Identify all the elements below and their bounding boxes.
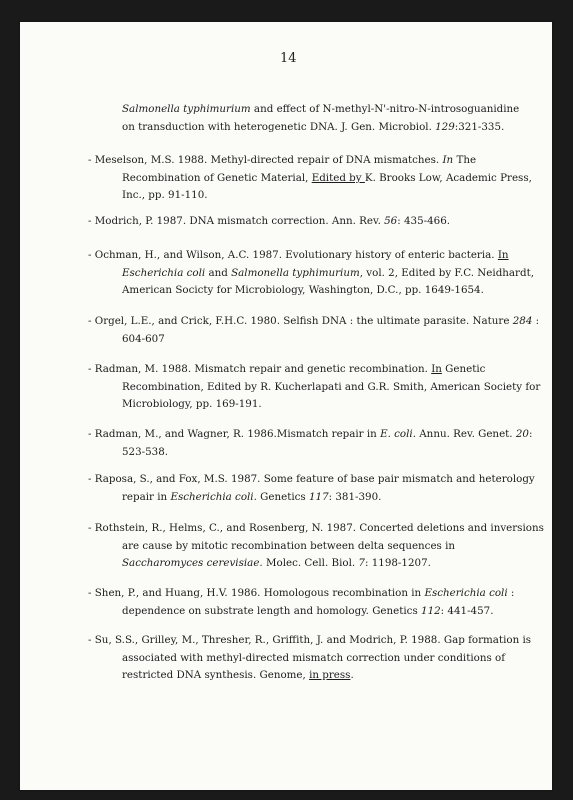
reference-text: restricted DNA synthesis. Genome, xyxy=(122,669,310,682)
reference-line xyxy=(88,170,532,188)
reference-text: The xyxy=(453,154,477,166)
reference-line xyxy=(88,444,486,462)
reference-entry xyxy=(88,152,532,205)
reference-entry xyxy=(88,426,533,461)
reference-text: repair in xyxy=(122,490,171,503)
reference-line xyxy=(88,520,544,538)
reference-line xyxy=(88,213,486,231)
reference-line xyxy=(122,101,520,119)
reference-line xyxy=(88,265,534,283)
reference-text: : xyxy=(532,315,540,327)
italic-text: 7 xyxy=(358,557,365,570)
reference-text: Recombination, Edited by R. Kucherlapati and G.R. Smith, American Society for xyxy=(122,380,541,393)
reference-text: - Orgel, L.E., and Crick, F.H.C. 1980. Selfish DNA : the ultimate parasite. Nature xyxy=(88,315,513,327)
reference-text: Inc., pp. 91-110. xyxy=(122,189,208,202)
italic-text: 20 xyxy=(515,428,529,440)
reference-text: - Radman, M. 1988. Mismatch repair and genetic recombination. xyxy=(88,363,432,375)
reference-entry xyxy=(88,520,544,573)
reference-entry xyxy=(88,585,515,620)
reference-line xyxy=(88,555,486,573)
reference-line xyxy=(88,313,540,331)
reference-text: : xyxy=(507,587,515,599)
reference-line xyxy=(88,152,486,170)
reference-text: . xyxy=(350,669,354,682)
reference-text: on transduction with heterogenetic DNA. J. Gen. Microbiol. xyxy=(122,120,436,133)
underlined-text: In xyxy=(431,363,442,375)
reference-text: - Su, S.S., Grilley, M., Thresher, R., Griffith, J. and Modrich, P. 1988. Gap formation is xyxy=(88,634,532,646)
reference-text: - Raposa, S., and Fox, M.S. 1987. Some feature of base pair mismatch and heterology xyxy=(88,473,535,485)
reference-text: . Molec. Cell. Biol. xyxy=(259,557,359,570)
italic-text: Salmonella typhimurium xyxy=(122,103,251,115)
reference-line xyxy=(122,119,520,137)
reference-line xyxy=(88,603,494,621)
reference-line xyxy=(88,538,486,556)
reference-entry xyxy=(88,361,541,414)
reference-text: - Modrich, P. 1987. DNA mismatch correction. Ann. Rev. xyxy=(88,215,385,227)
reference-line xyxy=(88,632,532,650)
reference-text: 604-607 xyxy=(122,332,165,345)
reference-text: :321-335. xyxy=(454,120,505,133)
reference-line xyxy=(88,396,486,414)
reference-text: and effect of N-methyl-N'-nitro-N-introsoguanidine xyxy=(250,103,520,115)
reference-text: : xyxy=(528,428,533,440)
underlined-text: Edited by xyxy=(311,171,365,184)
reference-text: and xyxy=(205,266,232,279)
reference-entry xyxy=(88,313,540,348)
reference-text: - Meselson, M.S. 1988. Methyl-directed repair of DNA mismatches. xyxy=(88,154,443,166)
reference-text: K. Brooks Low, Academic Press, xyxy=(364,171,532,184)
reference-line xyxy=(88,187,486,205)
reference-text: : 435-466. xyxy=(397,215,451,227)
italic-text: Escherichia coli xyxy=(170,490,254,503)
reference-line xyxy=(88,361,486,379)
reference-entry xyxy=(88,471,535,506)
reference-text: : 381-390. xyxy=(328,490,382,503)
reference-line xyxy=(88,585,515,603)
reference-text: - Radman, M., and Wagner, R. 1986.Mismatch repair in xyxy=(88,428,381,440)
underlined-text: in press xyxy=(309,669,351,682)
page-number: 14 xyxy=(280,51,297,66)
reference-entry xyxy=(122,101,520,136)
reference-line xyxy=(88,247,509,265)
italic-text: 56 xyxy=(384,215,398,227)
reference-line xyxy=(88,650,506,668)
reference-line xyxy=(88,489,486,507)
reference-text: American Socicty for Microbiology, Washington, D.C., pp. 1649-1654. xyxy=(122,284,484,297)
reference-text: - Rothstein, R., Helms, C., and Rosenberg, N. 1987. Concerted deletions and inversions xyxy=(88,522,544,534)
reference-text: Microbiology, pp. 169-191. xyxy=(122,398,262,411)
reference-text: are cause by mitotic recombination between delta sequences in xyxy=(122,539,456,552)
reference-line xyxy=(88,426,533,444)
reference-text: associated with methyl-directed mismatch correction under conditions of xyxy=(122,651,506,664)
reference-entry xyxy=(88,213,486,231)
reference-text: : 1198-1207. xyxy=(364,557,431,570)
reference-line xyxy=(88,471,535,489)
reference-line xyxy=(88,331,486,349)
underlined-text: In xyxy=(497,249,509,261)
italic-text: Salmonella typhimurium xyxy=(231,266,360,279)
reference-line xyxy=(88,379,541,397)
italic-text: Saccharomyces cerevisiae xyxy=(122,557,260,570)
reference-text: 523-538. xyxy=(122,445,169,458)
reference-text: Recombination of Genetic Material, xyxy=(122,171,312,184)
reference-text: . Genetics xyxy=(253,490,309,503)
reference-text: , vol. 2, Edited by F.C. Neidhardt, xyxy=(359,266,534,279)
reference-entry xyxy=(88,247,534,300)
italic-text: Escherichia coli xyxy=(122,266,206,279)
italic-text: 112 xyxy=(421,604,441,617)
reference-line xyxy=(88,667,486,685)
italic-text: Escherichia coli xyxy=(424,587,508,599)
reference-text: dependence on substrate length and homology. Genetics xyxy=(122,604,422,617)
italic-text: In xyxy=(442,154,454,166)
reference-entry xyxy=(88,632,532,685)
reference-line xyxy=(88,282,486,300)
reference-text: . Annu. Rev. Genet. xyxy=(412,428,516,440)
reference-text: : 441-457. xyxy=(440,604,494,617)
italic-text: 284 xyxy=(512,315,533,327)
reference-text: - Shen, P., and Huang, H.V. 1986. Homologous recombination in xyxy=(88,587,425,599)
italic-text: 117 xyxy=(308,490,329,503)
reference-text: - Ochman, H., and Wilson, A.C. 1987. Evolutionary history of enteric bacteria. xyxy=(88,249,498,261)
reference-text: Genetic xyxy=(441,363,486,375)
italic-text: 129 xyxy=(435,120,455,133)
italic-text: E. coli xyxy=(380,428,413,440)
